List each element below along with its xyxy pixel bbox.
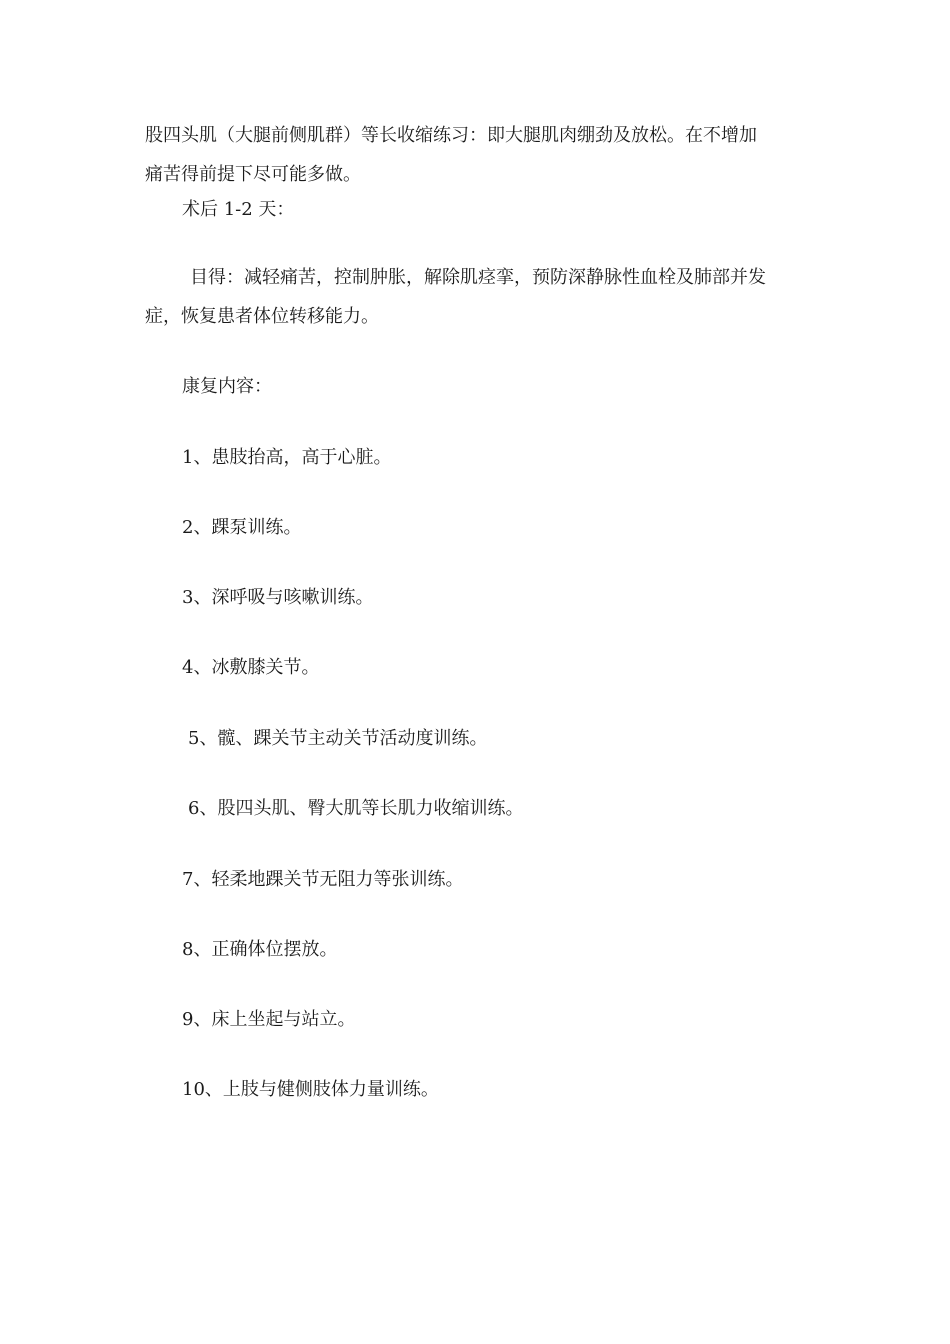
rehab-item-3: 3、深呼吸与咳嗽训练。 <box>182 587 374 608</box>
intro-paragraph-line-1: 股四头肌（大腿前侧肌群）等长收缩练习：即大腿肌肉绷劲及放松。在不增加 <box>145 125 757 146</box>
rehab-item-10: 10、上肢与健侧肢体力量训练。 <box>182 1079 439 1100</box>
rehab-item-8: 8、正确体位摆放。 <box>182 939 338 960</box>
intro-paragraph-line-2: 痛苦得前提下尽可能多做。 <box>145 164 361 185</box>
rehab-content-label: 康复内容： <box>182 376 272 397</box>
rehab-item-5: 5、髋、踝关节主动关节活动度训练。 <box>188 728 488 749</box>
goal-paragraph-line-2: 症，恢复患者体位转移能力。 <box>145 306 379 327</box>
section-heading: 术后 1-2 天： <box>182 199 295 220</box>
goal-paragraph-line-1: 目得：减轻痛苦，控制肿胀，解除肌痉挛，预防深静脉性血栓及肺部并发 <box>190 267 766 288</box>
rehab-item-6: 6、股四头肌、臀大肌等长肌力收缩训练。 <box>188 798 524 819</box>
rehab-item-9: 9、床上坐起与站立。 <box>182 1009 356 1030</box>
rehab-item-4: 4、冰敷膝关节。 <box>182 657 320 678</box>
rehab-item-7: 7、轻柔地踝关节无阻力等张训练。 <box>182 869 464 890</box>
rehab-item-2: 2、踝泵训练。 <box>182 517 302 538</box>
rehab-item-1: 1、患肢抬高，高于心脏。 <box>182 447 392 468</box>
